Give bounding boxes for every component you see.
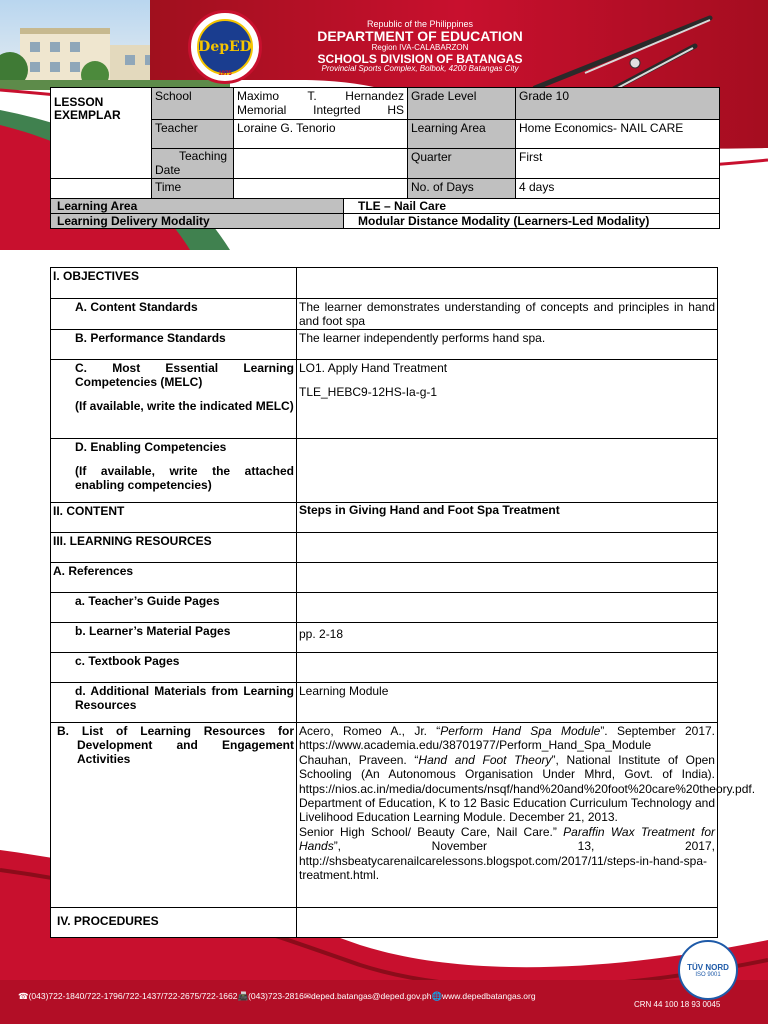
time-label: Time	[152, 179, 234, 208]
quarter-value: First	[516, 148, 720, 179]
seal-year: 1975	[218, 71, 232, 77]
department-line: DEPARTMENT OF EDUCATION	[317, 28, 523, 45]
teacher-value: Loraine G. Tenorio	[234, 119, 408, 148]
teaching-date-label: Teaching Date	[152, 148, 234, 179]
teacher-label: Teacher	[152, 119, 234, 148]
no-of-days-label: No. of Days	[408, 179, 516, 208]
procedures-value	[297, 908, 718, 938]
school-value: Maximo T. Hernandez Memorial Integrted HS	[234, 88, 408, 120]
address-line: Provincial Sports Complex, Bolbok, 4200 Batangas City	[321, 64, 519, 74]
region-line: Region IVA-CALABARZON	[371, 43, 469, 53]
quarter-label: Quarter	[408, 148, 516, 179]
lesson-info-table	[50, 87, 720, 208]
performance-standards-value: The learner independently performs hand spa.	[297, 330, 718, 360]
delivery-modality-value: Modular Distance Modality (Learners-Led Modality)	[344, 214, 720, 229]
content-standards-label: A. Content Standards	[51, 299, 297, 330]
no-of-days-value: 4 days	[516, 179, 720, 208]
melc-value-cell	[297, 360, 718, 439]
learning-area-bar	[50, 198, 720, 229]
references-heading: A. References	[51, 563, 297, 593]
enabling-competencies-cell	[51, 439, 297, 503]
learning-resources-heading: III. LEARNING RESOURCES	[51, 533, 297, 563]
melc-value-2: TLE_HEBC9-12HS-Ia-g-1	[299, 385, 438, 399]
references-value	[297, 563, 718, 593]
performance-standards-label: B. Performance Standards	[51, 330, 297, 360]
melc-note: (If available, write the indicated MELC)	[75, 399, 294, 413]
additional-materials-value: Learning Module	[297, 683, 718, 723]
teachers-guide-pages-value	[297, 593, 718, 623]
lesson-plan-table	[50, 267, 756, 938]
republic-line: Republic of the Philippines	[366, 19, 474, 29]
seal-text: DepED	[197, 19, 253, 75]
reference-3: Department of Education, K to 12 Basic Education Curriculum Technology and Livelihood Education Learning Module. December 21, 2013.	[299, 795, 715, 825]
learning-area-bar-label: Learning Area	[51, 199, 344, 214]
content-standards-value: The learner demonstrates understanding of concepts and principles in hand and foot spa	[297, 299, 718, 330]
content-heading: II. CONTENT	[51, 503, 297, 533]
reference-1: Acero, Romeo A., Jr. “Perform Hand Spa Module”. September 2017. https://www.academia.edu/38701977/Perform_Hand_Spa_Module	[299, 724, 715, 753]
learning-area-label: Learning Area	[408, 119, 516, 148]
tuv-certification-logo	[678, 940, 738, 1000]
objectives-value	[297, 268, 718, 299]
deped-seal-logo	[188, 10, 262, 84]
list-of-resources-cell	[51, 723, 297, 908]
reference-2: Chauhan, Praveen. “Hand and Foot Theory”, National Institute of Open Schooling (An Autonomous Organisation Under Mhrd, Govt. of India). https://nios.ac.in/media/documents/nsqf/hand%20and%20foot%20care%20theory.pdf.	[299, 752, 756, 796]
melc-value-1: LO1. Apply Hand Treatment	[299, 361, 448, 375]
learners-material-pages-value: pp. 2-18	[297, 623, 718, 653]
lesson-exemplar-title: LESSON EXEMPLAR	[51, 88, 152, 179]
cert-bottom-text: ISO 9001	[695, 971, 721, 978]
reference-4: Senior High School/ Beauty Care, Nail Care.” Paraffin Wax Treatment for Hands”, November 13, 2017, http://shsbeatycarenailcarelessons.blogspot.com/2017/11/steps-in-hand-spa-treatment.html.	[299, 824, 715, 882]
learning-area-bar-value: TLE – Nail Care	[344, 199, 720, 214]
learners-material-pages-label: b. Learner’s Material Pages	[51, 623, 297, 653]
melc-cell	[51, 360, 297, 439]
footer-contacts: ☎(043)722-1840/722-1796/722-1437/722-2675/722-1662📠(043)723-2816✉deped.batangas@deped.gov.ph🌐www.depedbatangas.org	[18, 991, 536, 1001]
teachers-guide-pages-label: a. Teacher’s Guide Pages	[51, 593, 297, 623]
enabling-competencies-note: (If available, write the attached enabling competencies)	[75, 464, 294, 492]
additional-materials-label: d. Additional Materials from Learning Resources	[51, 683, 297, 723]
list-of-resources-value	[297, 723, 756, 908]
learning-resources-value	[297, 533, 718, 563]
textbook-pages-label: c. Textbook Pages	[51, 653, 297, 683]
school-label: School	[152, 88, 234, 120]
grade-level-label: Grade Level	[408, 88, 516, 120]
melc-label: C. Most Essential Learning Competencies (MELC)	[75, 361, 294, 389]
enabling-competencies-value	[297, 439, 718, 503]
grade-level-value: Grade 10	[516, 88, 720, 120]
cert-top-text: TÜV NORD	[687, 962, 729, 972]
enabling-competencies-label: D. Enabling Competencies	[75, 440, 227, 454]
teaching-date-value	[234, 148, 408, 179]
objectives-heading: I. OBJECTIVES	[51, 268, 297, 299]
crn-number: CRN 44 100 18 93 0045	[634, 1000, 721, 1009]
content-value: Steps in Giving Hand and Foot Spa Treatment	[297, 503, 718, 533]
textbook-pages-value	[297, 653, 718, 683]
learning-area-value: Home Economics- NAIL CARE	[516, 119, 720, 148]
division-line: SCHOOLS DIVISION OF BATANGAS	[317, 51, 523, 66]
list-of-resources-label: B. List of Learning Resources for Development and Engagement Activities	[57, 724, 294, 766]
delivery-modality-label: Learning Delivery Modality	[51, 214, 344, 229]
procedures-heading: IV. PROCEDURES	[51, 908, 297, 938]
